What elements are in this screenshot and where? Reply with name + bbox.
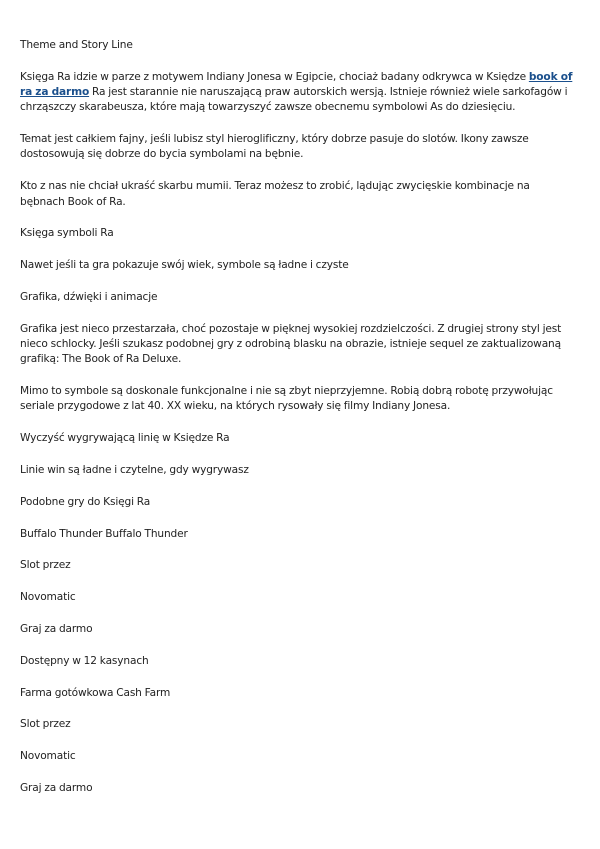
list-item: Dostępny w 12 kasynach — [20, 654, 149, 667]
paragraph-theme: Temat jest całkiem fajny, jeśli lubisz styl hieroglificzny, który dobrze pasuje do slotów. Ikony zawsze dostosowują się dobrze do bycia symbolami na bębnie. — [20, 133, 529, 161]
paragraph-intro-text-before: Księga Ra idzie w parze z motywem Indiany Jonesa w Egipcie, chociaż badany odkrywca w Księdze — [20, 70, 529, 83]
list-item: Slot przez — [20, 559, 71, 572]
section-heading-similar: Podobne gry do Księgi Ra — [20, 495, 151, 508]
paragraph-winline: Linie win są ładne i czytelne, gdy wygrywasz — [20, 464, 249, 477]
list-item: Graj za darmo — [20, 782, 93, 795]
list-item: Farma gotówkowa Cash Farm — [20, 686, 171, 699]
paragraph-symbols: Nawet jeśli ta gra pokazuje swój wiek, symbole są ładne i czyste — [20, 259, 349, 272]
list-item: Graj za darmo — [20, 623, 93, 636]
list-item: Novomatic — [20, 591, 76, 604]
section-heading-graphics: Grafika, dźwięki i animacje — [20, 290, 158, 303]
paragraph-functional: Mimo to symbole są doskonale funkcjonalne i nie są zbyt nieprzyjemne. Robią dobrą robotę przywołując seriale przygodowe z lat 40. XX wieku, na których rysowały się filmy Indiany Jonesa. — [20, 385, 553, 413]
section-heading-symbols: Księga symboli Ra — [20, 227, 114, 240]
paragraph-treasure: Kto z nas nie chciał ukraść skarbu mumii. Teraz możesz to zrobić, lądując zwycięskie kombinacje na bębnach Book of Ra. — [20, 180, 530, 208]
list-item: Novomatic — [20, 750, 76, 763]
paragraph-intro — [20, 70, 574, 116]
book-of-ra-link[interactable]: book of ra za darmo — [20, 70, 573, 99]
section-heading-theme: Theme and Story Line — [20, 39, 133, 51]
paragraph-intro-text-after: Ra jest starannie nie naruszającą praw autorskich wersją. Istnieje również wiele sarkofagów i chrząszczy skarabeusza, które mają towarzyszyć zawsze obecnemu symbolowi As do dziesięciu. — [20, 86, 568, 114]
paragraph-graphics: Grafika jest nieco przestarzała, choć pozostaje w pięknej wysokiej rozdzielczości. Z drugiej strony styl jest nieco schlocky. Jeśli szukasz podobnej gry z odrobiną blasku na obrazie, istnieje sequel ze zaktualizowaną grafiką: The Book of Ra Deluxe. — [20, 322, 562, 366]
section-heading-winline: Wyczyść wygrywającą linię w Księdze Ra — [20, 432, 230, 445]
list-item: Buffalo Thunder Buffalo Thunder — [20, 527, 188, 540]
list-item: Slot przez — [20, 718, 71, 731]
